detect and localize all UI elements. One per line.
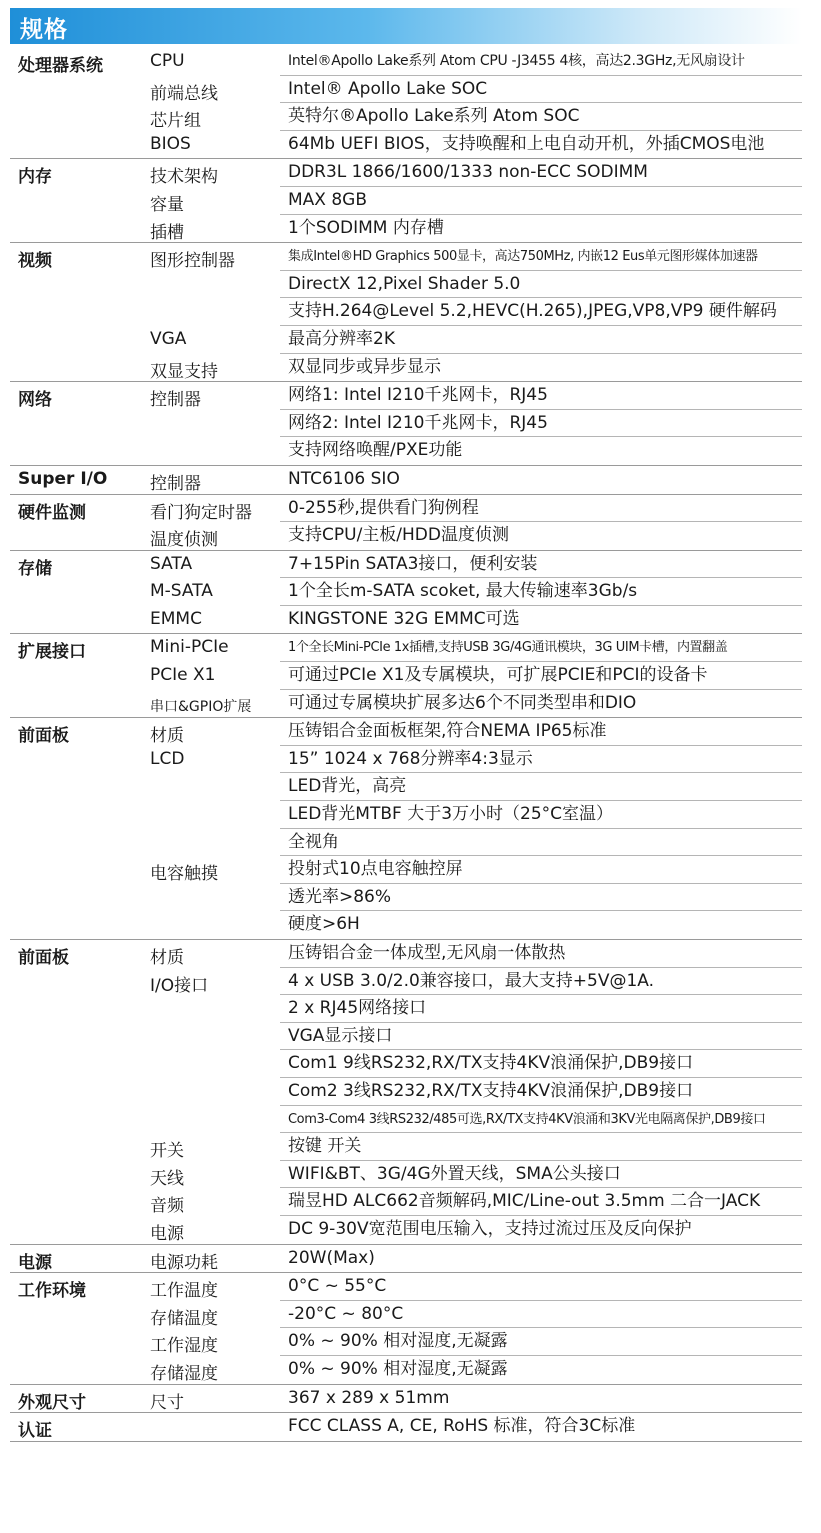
sub-label: EMMC — [150, 608, 202, 629]
section-label: 处理器系统 — [18, 56, 103, 76]
sub-label: 容量 — [150, 194, 184, 215]
sub-label: 技术架构 — [150, 167, 218, 188]
spec-group — [10, 940, 802, 968]
spec-value: LED背光MTBF 大于3万小时（25°C室温） — [280, 801, 802, 829]
spec-value: NTC6106 SIO — [288, 468, 400, 489]
sub-label: 工作温度 — [150, 1281, 218, 1302]
section-label: 认证 — [18, 1421, 52, 1442]
spec-group — [10, 578, 802, 606]
sub-label: 看门狗定时器 — [150, 502, 252, 523]
sub-label: 控制器 — [150, 390, 201, 411]
sub-label: VGA — [150, 328, 187, 349]
spec-value: 可通过PCIe X1及专属模块，可扩展PCIE和PCI的设备卡 — [280, 662, 802, 690]
spec-value: Com1 9线RS232,RX/TX支持4KV浪涌保护,DB9接口 — [280, 1050, 802, 1078]
spec-value: 硬度>6H — [288, 914, 360, 935]
spec-group — [10, 466, 802, 494]
spec-value: 英特尔®Apollo Lake系列 Atom SOC — [280, 103, 802, 131]
spec-value: 按键 开关 — [280, 1133, 802, 1161]
spec-value: 367 x 289 x 51mm — [288, 1387, 450, 1408]
page-title: 规格 — [20, 17, 68, 43]
spec-value: 0% ~ 90% 相对湿度,无凝露 — [288, 1358, 508, 1379]
spec-value: Intel® Apollo Lake SOC — [280, 76, 802, 104]
section-label: 前面板 — [18, 948, 69, 968]
spec-group — [10, 1413, 802, 1441]
spec-value: 0-255秒,提供看门狗例程 — [280, 495, 802, 523]
spec-value: Com2 3线RS232,RX/TX支持4KV浪涌保护,DB9接口 — [280, 1078, 802, 1106]
spec-value: 瑞昱HD ALC662音频解码,MIC/Line-out 3.5mm 二合一JACK — [280, 1188, 802, 1216]
section-label: Super I/O — [18, 468, 108, 489]
sub-label: 温度侦测 — [150, 530, 218, 551]
spec-value: 0°C ~ 55°C — [280, 1273, 802, 1301]
spec-group — [10, 159, 802, 187]
sub-label: 工作湿度 — [150, 1336, 218, 1357]
sub-label: 芯片组 — [150, 111, 201, 132]
spec-section — [10, 1273, 802, 1384]
spec-section — [10, 382, 802, 466]
spec-section — [10, 1385, 802, 1414]
spec-value: FCC CLASS A, CE, RoHS 标准，符合3C标准 — [288, 1416, 636, 1437]
spec-value: 1个全长Mini-PCIe 1x插槽,支持USB 3G/4G通讯模块，3G UIM卡槽，内置翻盖 — [280, 634, 802, 662]
spec-group — [10, 495, 802, 523]
spec-group — [10, 968, 802, 1134]
sub-label: 音频 — [150, 1196, 184, 1217]
spec-header-bar — [10, 8, 802, 44]
spec-group — [10, 662, 802, 690]
sub-label: 材质 — [150, 948, 184, 968]
spec-group — [10, 131, 802, 159]
spec-value: MAX 8GB — [280, 187, 802, 215]
spec-value: VGA显示接口 — [280, 1023, 802, 1051]
section-label: 网络 — [18, 390, 52, 411]
spec-group — [10, 1245, 802, 1273]
spec-value: DC 9-30V宽范围电压输入，支持过流过压及反向保护 — [288, 1218, 692, 1239]
sub-label: 前端总线 — [150, 83, 218, 104]
sub-label: M-SATA — [150, 581, 213, 602]
spec-group — [10, 326, 802, 354]
spec-group — [10, 103, 802, 131]
spec-section — [10, 1245, 802, 1274]
spec-group — [10, 76, 802, 104]
spec-value: 1个SODIMM 内存槽 — [288, 217, 444, 238]
spec-value: 4 x USB 3.0/2.0兼容接口，最大支持+5V@1A. — [280, 968, 802, 996]
spec-group — [10, 1328, 802, 1356]
sub-label: 插槽 — [150, 222, 184, 243]
spec-value: 集成Intel®HD Graphics 500显卡，高达750MHz, 内嵌12 Eus单元图形媒体加速器 — [280, 243, 802, 271]
spec-group — [10, 48, 802, 76]
spec-value: Intel®Apollo Lake系列 Atom CPU -J3455 4核，高达2.3GHz,无风扇设计 — [280, 48, 802, 76]
spec-section — [10, 634, 802, 718]
section-label: 硬件监测 — [18, 502, 86, 523]
sub-label: 天线 — [150, 1168, 184, 1189]
sub-label: 尺寸 — [150, 1392, 184, 1413]
spec-value: 全视角 — [280, 829, 802, 857]
spec-group — [10, 1301, 802, 1329]
section-label: 存储 — [18, 558, 52, 579]
section-label: 电源 — [18, 1252, 52, 1273]
sub-label: 电源功耗 — [150, 1252, 218, 1273]
spec-value: 支持CPU/主板/HDD温度侦测 — [288, 525, 509, 546]
section-label: 外观尺寸 — [18, 1392, 86, 1413]
spec-value: 支持H.264@Level 5.2,HEVC(H.265),JPEG,VP8,VP9 硬件解码 — [280, 298, 802, 326]
spec-value: Com3-Com4 3线RS232/485可选,RX/TX支持4KV浪涌和3KV光电隔离保护,DB9接口 — [280, 1106, 802, 1134]
spec-group — [10, 1133, 802, 1161]
spec-value: 支持网络唤醒/PXE功能 — [288, 440, 463, 461]
spec-value: 透光率>86% — [280, 884, 802, 912]
spec-value: 双显同步或异步显示 — [288, 356, 441, 377]
spec-group — [10, 606, 802, 634]
spec-group — [10, 856, 802, 939]
spec-value: 1个全长m-SATA scoket, 最大传输速率3Gb/s — [280, 578, 802, 606]
spec-section — [10, 718, 802, 940]
spec-group — [10, 215, 802, 243]
spec-value: WIFI&BT、3G/4G外置天线，SMA公头接口 — [280, 1161, 802, 1189]
sub-label: CPU — [150, 51, 185, 71]
spec-group — [10, 187, 802, 215]
spec-value: 7+15Pin SATA3接口，便利安装 — [280, 551, 802, 579]
sub-label: 图形控制器 — [150, 251, 235, 272]
spec-value: -20°C ~ 80°C — [280, 1301, 802, 1329]
spec-group — [10, 690, 802, 718]
spec-group — [10, 746, 802, 856]
spec-value: 最高分辨率2K — [280, 326, 802, 354]
spec-group — [10, 551, 802, 579]
spec-value: LED背光，高亮 — [280, 773, 802, 801]
spec-group — [10, 1216, 802, 1244]
spec-group — [10, 1385, 802, 1413]
sub-label: 材质 — [150, 726, 184, 747]
spec-group — [10, 1188, 802, 1216]
spec-group — [10, 382, 802, 465]
spec-group — [10, 354, 802, 382]
spec-group — [10, 718, 802, 746]
spec-section — [10, 243, 802, 382]
sub-label: BIOS — [150, 133, 191, 154]
spec-value: 2 x RJ45网络接口 — [280, 995, 802, 1023]
sub-label: 开关 — [150, 1141, 184, 1162]
sub-label: PCIe X1 — [150, 665, 216, 686]
spec-section — [10, 48, 802, 159]
section-label: 前面板 — [18, 726, 69, 747]
section-label: 扩展接口 — [18, 642, 86, 663]
spec-value: 压铸铝合金一体成型,无风扇一体散热 — [280, 940, 802, 968]
spec-section — [10, 159, 802, 243]
sub-label: 存储湿度 — [150, 1363, 218, 1384]
spec-value: 压铸铝合金面板框架,符合NEMA IP65标准 — [280, 718, 802, 746]
sub-label: 串口&GPIO扩展 — [150, 698, 252, 715]
spec-value: 网络1: Intel I210千兆网卡，RJ45 — [280, 382, 802, 410]
spec-group — [10, 634, 802, 662]
spec-value: DDR3L 1866/1600/1333 non-ECC SODIMM — [280, 159, 802, 187]
section-label: 视频 — [18, 251, 52, 272]
spec-group — [10, 1356, 802, 1384]
spec-table — [10, 48, 802, 1442]
section-label: 内存 — [18, 167, 52, 188]
spec-value: 0% ~ 90% 相对湿度,无凝露 — [280, 1328, 802, 1356]
spec-value: 20W(Max) — [288, 1247, 375, 1268]
spec-group — [10, 1273, 802, 1301]
spec-section — [10, 551, 802, 635]
sub-label: LCD — [150, 748, 185, 769]
spec-group — [10, 522, 802, 550]
spec-value: 网络2: Intel I210千兆网卡，RJ45 — [280, 410, 802, 438]
spec-group — [10, 243, 802, 326]
sub-label: SATA — [150, 553, 193, 574]
spec-section — [10, 940, 802, 1245]
sub-label: 存储温度 — [150, 1308, 218, 1329]
sub-label: 双显支持 — [150, 361, 218, 382]
spec-section — [10, 466, 802, 495]
sub-label: 电源 — [150, 1223, 184, 1244]
spec-value: 15” 1024 x 768分辨率4:3显示 — [280, 746, 802, 774]
spec-value: 投射式10点电容触控屏 — [280, 856, 802, 884]
spec-section — [10, 1413, 802, 1442]
sub-label: 电容触摸 — [150, 864, 218, 885]
sub-label: 控制器 — [150, 473, 201, 494]
sub-label: I/O接口 — [150, 975, 209, 996]
spec-value: 可通过专属模块扩展多达6个不同类型串和DIO — [288, 692, 637, 713]
spec-value: 64Mb UEFI BIOS，支持唤醒和上电自动开机，外插CMOS电池 — [288, 133, 765, 154]
spec-group — [10, 1161, 802, 1189]
spec-value: DirectX 12,Pixel Shader 5.0 — [280, 271, 802, 299]
section-label: 工作环境 — [18, 1281, 86, 1302]
spec-value: KINGSTONE 32G EMMC可选 — [288, 608, 520, 629]
spec-section — [10, 495, 802, 551]
sub-label: Mini-PCIe — [150, 637, 229, 658]
